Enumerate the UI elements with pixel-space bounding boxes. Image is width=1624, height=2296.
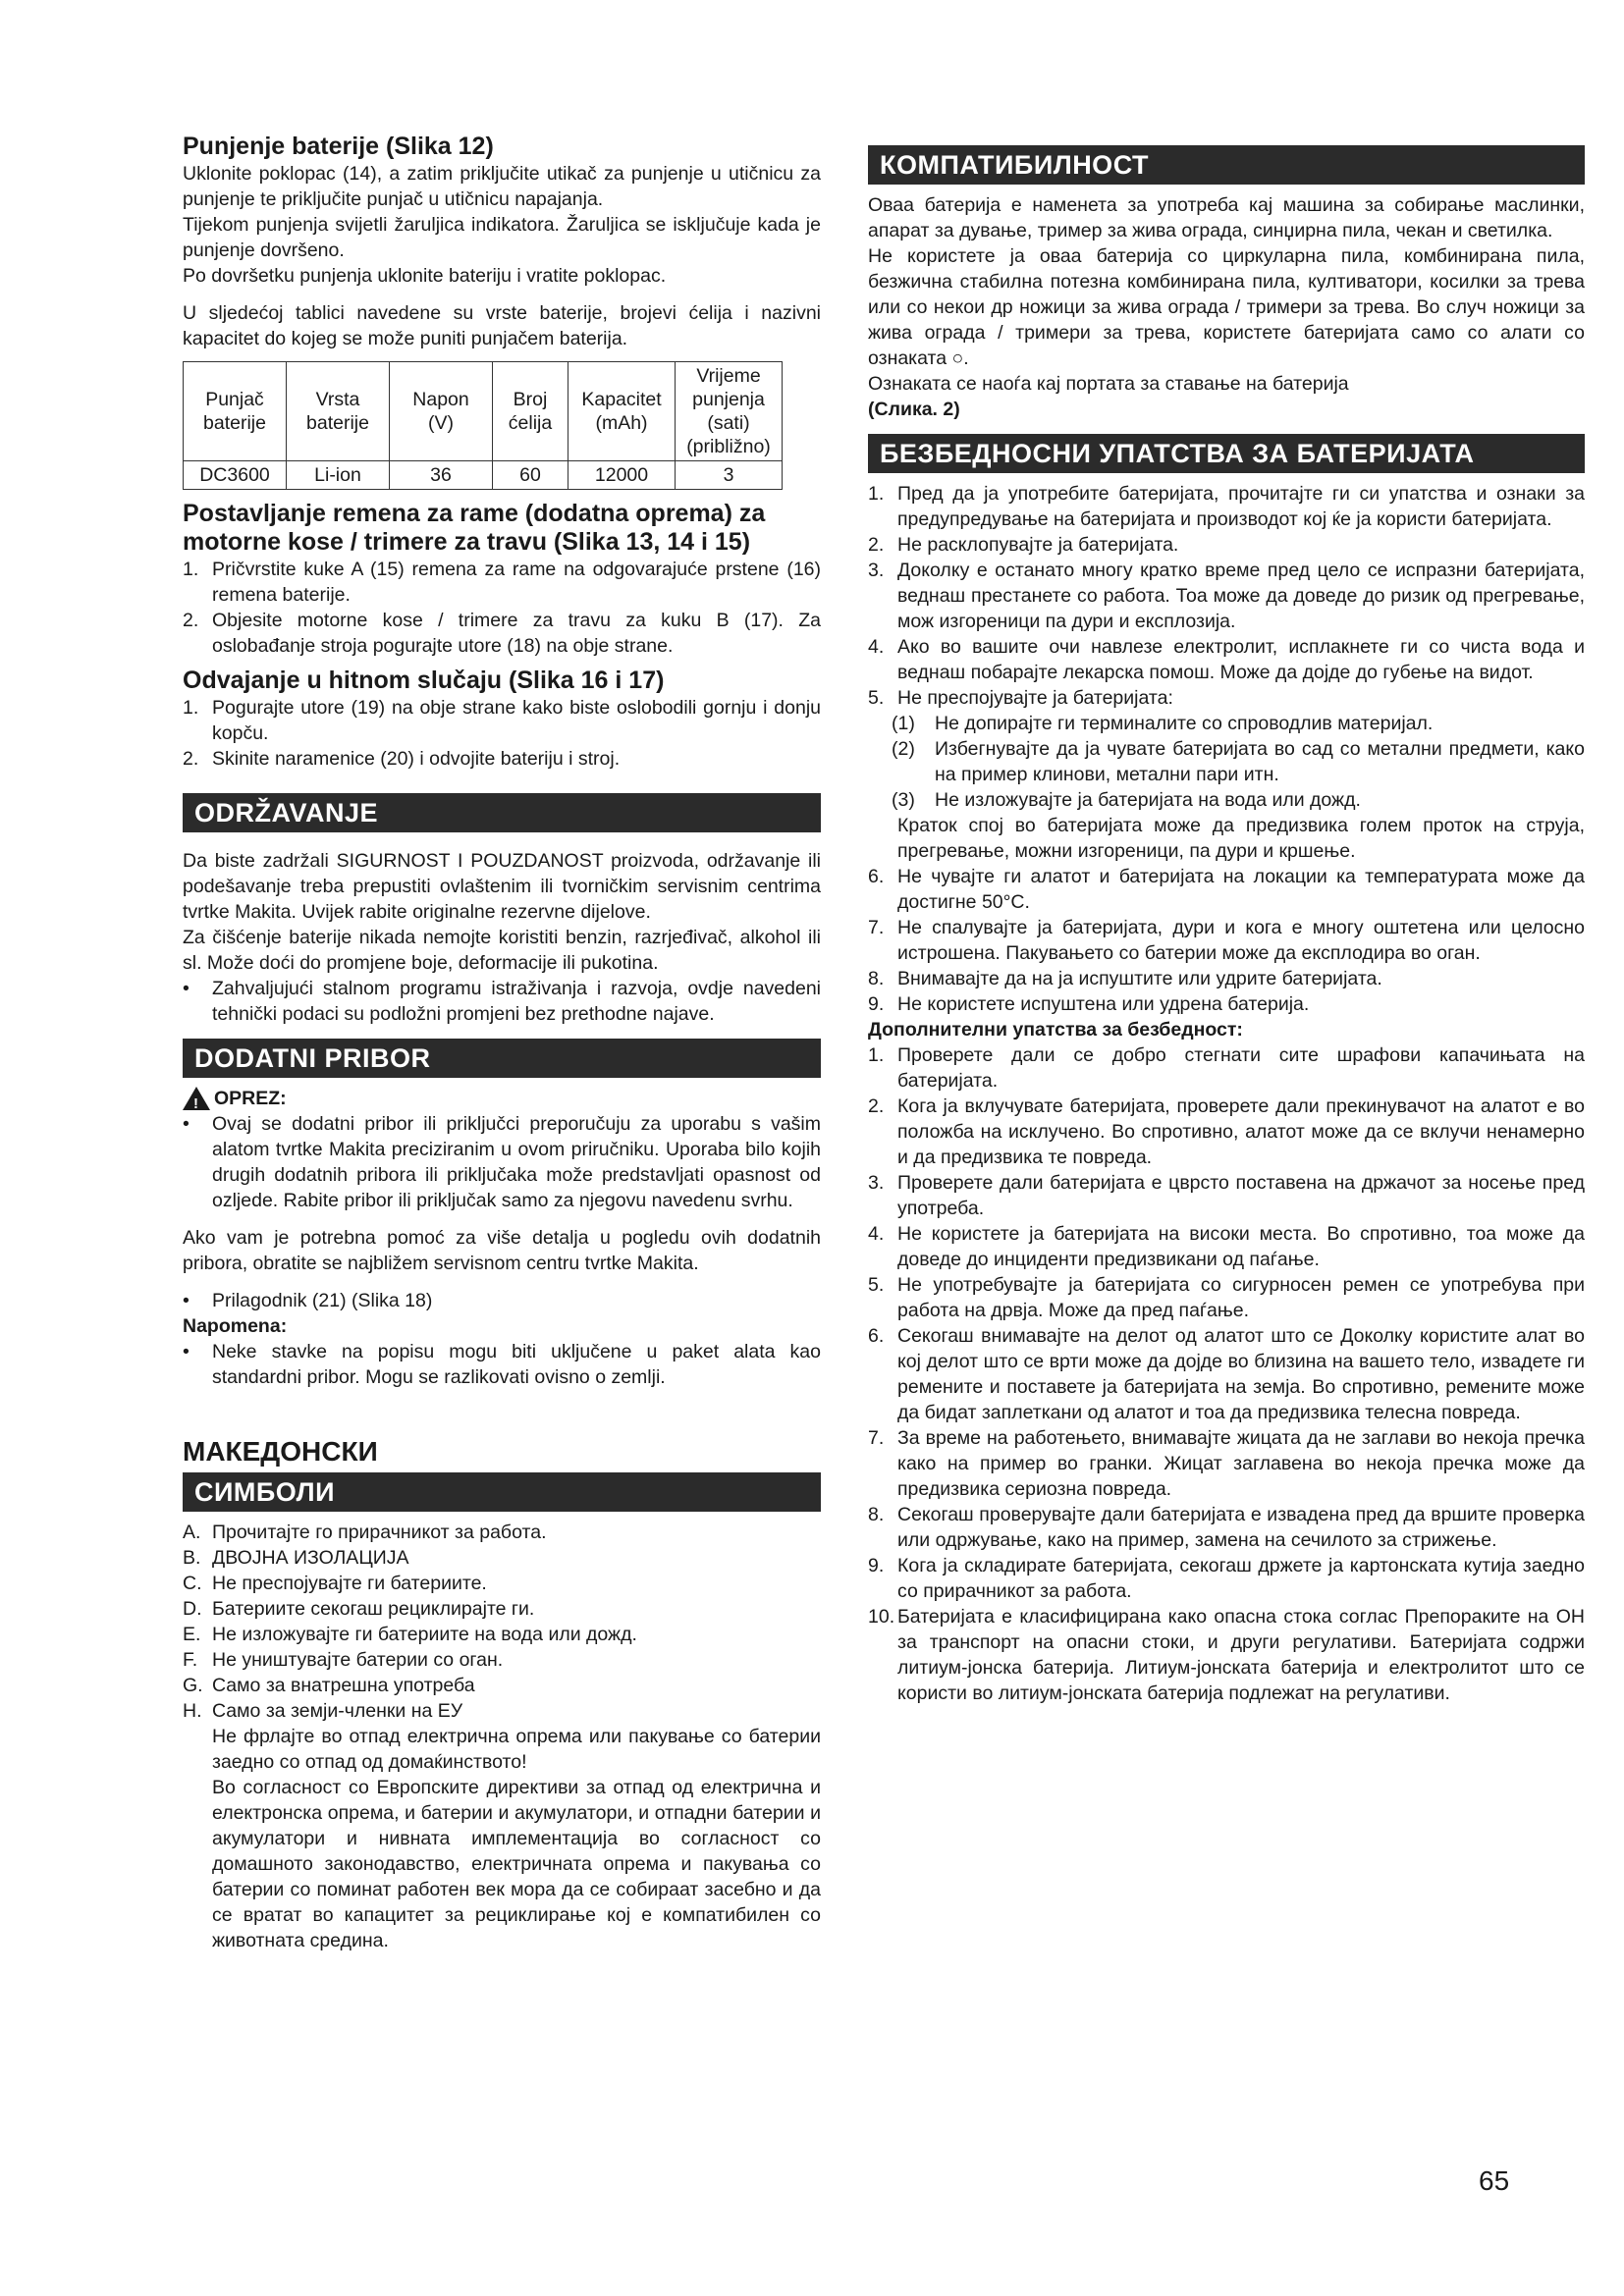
list-item bbox=[868, 1323, 1585, 1425]
item-number: 4. bbox=[868, 636, 885, 658]
table-header-cell: Punjač baterije bbox=[184, 362, 287, 461]
item-text: Ако во вашите очи навлезе електролит, исплакнете ги со чиста вода и веднаш побарајте лекарска помош. Може да дојде до губење на видот. bbox=[897, 636, 1585, 683]
list-item bbox=[868, 1425, 1585, 1502]
item-text: Не користете испуштена или удрена батерија. bbox=[897, 993, 1310, 1015]
table-header-cell: Vrijeme punjenja (sati) (približno) bbox=[676, 362, 783, 461]
bullet-item bbox=[183, 1339, 821, 1390]
list-item bbox=[868, 1170, 1585, 1221]
item-text: Не уништувајте батерии со оган. bbox=[212, 1649, 504, 1671]
item-text: Само за земји-членки на ЕУ bbox=[212, 1700, 463, 1722]
item-letter: C. bbox=[183, 1573, 202, 1594]
sub-item bbox=[868, 787, 1585, 813]
item-text: Не чувајте ги алатот и батеријата на локации ка температурата може да достигне 50°C. bbox=[897, 866, 1585, 913]
page-number: 65 bbox=[1479, 2165, 1510, 2196]
symbol-item bbox=[183, 1698, 821, 1724]
bullet-icon: • bbox=[183, 1341, 189, 1362]
section-bar-accessories: DODATNI PRIBOR bbox=[183, 1039, 821, 1078]
item-text: Не користете ја батеријата на високи места. Во спротивно, тоа може да доведе до инциденти предизвикани од паѓање. bbox=[897, 1223, 1585, 1270]
item-text: Батеријата е класифицирана како опасна стока соглас Препораките на ОН за транспорт на опасни стоки, и други регулативи. Батеријата содржи литиум-јонска батерија. Литиум-јонската батерија и електролитот што се користи во литиум-јонската батерија подлежат на регулативи. bbox=[897, 1606, 1585, 1704]
item-number: 2. bbox=[183, 748, 199, 770]
item-number: 8. bbox=[868, 1504, 885, 1525]
paragraph: Uklonite poklopac (14), a zatim priključite utikač za punjenje u utičnicu za punjenje te priključite punjač u utičnicu napajanja. bbox=[183, 163, 821, 210]
symbol-item bbox=[183, 1673, 821, 1698]
bullet-item bbox=[183, 1288, 821, 1313]
list-item bbox=[183, 695, 821, 746]
item-text: Pričvrstite kuke A (15) remena za rame na odgovarajuće prstene (16) remena baterije. bbox=[212, 559, 821, 606]
item-text: Prilagodnik (21) (Slika 18) bbox=[212, 1290, 433, 1311]
section-title-charging: Punjenje baterije (Slika 12) bbox=[183, 133, 494, 160]
item-number: 9. bbox=[868, 1555, 885, 1576]
table-cell: 12000 bbox=[568, 461, 676, 490]
section-title-emergency: Odvajanje u hitnom slučaju (Slika 16 i 17) bbox=[183, 667, 665, 694]
item-text: Ovaj se dodatni pribor ili priključci preporučuju za uporabu s vašim alatom tvrtke Makita preciziranim u ovom priručniku. Uporaba bilo kojih drugih dodatnih pribora ili priključaka može predstavljati opasnost od ozljede. Rabite pribor ili priključak samo za njegovu navedenu svrhu. bbox=[212, 1113, 821, 1211]
item-number: 3. bbox=[868, 560, 885, 581]
spec-table bbox=[183, 361, 783, 490]
list-item bbox=[183, 746, 821, 772]
item-text: Батериите секогаш рециклирајте ги. bbox=[212, 1598, 535, 1620]
paragraph: Za čišćenje baterije nikada nemojte koristiti benzin, razrjeđivač, alkohol ili sl. Može doći do promjene boje, deformacije ili pukotina. bbox=[183, 927, 821, 974]
list-item bbox=[868, 634, 1585, 685]
item-text: Skinite naramenice (20) i odvojite bateriju i stroj. bbox=[212, 748, 621, 770]
list-item bbox=[868, 481, 1585, 532]
item-letter: B. bbox=[183, 1547, 201, 1569]
list-item bbox=[868, 532, 1585, 558]
item-text: Внимавајте да на ја испуштите или удрите батеријата. bbox=[897, 968, 1382, 989]
figure-reference: (Слика. 2) bbox=[868, 399, 960, 420]
paragraph: Tijekom punjenja svijetli žaruljica indikatora. Žaruljica se isključuje kada je punjenje dovršeno. bbox=[183, 214, 821, 261]
note-label: Napomena: bbox=[183, 1315, 288, 1337]
list-item bbox=[868, 991, 1585, 1017]
symbol-item bbox=[183, 1571, 821, 1596]
paragraph: Краток спој во батеријата може да предизвика голем проток на струја, прегревање, можни изгореници, па дури и кршење. bbox=[897, 815, 1585, 862]
item-number: 7. bbox=[868, 917, 885, 938]
item-text: Кога ја складирате батеријата, секогаш држете ја картонската кутија заедно со прирачникот за работа. bbox=[897, 1555, 1585, 1602]
item-letter: A. bbox=[183, 1522, 201, 1543]
symbol-item bbox=[183, 1647, 821, 1673]
paragraph: U sljedećoj tablici navedene su vrste baterije, brojevi ćelija i nazivni kapacitet do kojeg se može puniti punjačem baterija. bbox=[183, 302, 821, 349]
item-number: (2) bbox=[892, 738, 915, 760]
item-text: Избегнувајте да ја чувате батеријата во сад со метални предмети, како на пример клинови, метални пари итн. bbox=[935, 738, 1585, 785]
paragraph: Оваа батерија е наменета за употреба кај машина за собирање маслинки, апарат за дување, тример за жива ограда, синџирна пила, чекан и светилка. bbox=[868, 194, 1585, 241]
item-text: Доколку е останато многу кратко време пред цело се испразни батеријата, веднаш престанете со работа. Тоа може да доведе до ризик од прегревање, мож изгореници па дури и експлозија. bbox=[897, 560, 1585, 632]
item-letter: E. bbox=[183, 1624, 201, 1645]
item-number: 9. bbox=[868, 993, 885, 1015]
table-cell: Li-ion bbox=[287, 461, 390, 490]
item-number: 2. bbox=[868, 534, 885, 556]
item-number: 8. bbox=[868, 968, 885, 989]
list-item bbox=[868, 1042, 1585, 1094]
item-text: Секогаш проверувајте дали батеријата е извадена пред да вршите проверка или одржување, како на пример, замена на сечилото за стрижење. bbox=[897, 1504, 1585, 1551]
item-number: (1) bbox=[892, 713, 915, 734]
item-number: 1. bbox=[183, 559, 199, 580]
bullet-icon: • bbox=[183, 1113, 189, 1135]
item-number: 6. bbox=[868, 866, 885, 887]
item-number: (3) bbox=[892, 789, 915, 811]
item-letter: H. bbox=[183, 1700, 202, 1722]
item-text: Не допирајте ги терминалите со спроводлив материјал. bbox=[935, 713, 1434, 734]
caution-heading bbox=[183, 1086, 821, 1111]
item-letter: G. bbox=[183, 1675, 203, 1696]
sub-item bbox=[868, 711, 1585, 736]
table-header-row bbox=[184, 362, 783, 461]
right-column bbox=[868, 145, 1585, 1706]
paragraph: Не користете ја оваа батерија со циркуларна пила, комбинирана пила, безжична стабилна потезна комбинирана пила, култиватори, косилки за трева или со некои др ножици за жива ограда / тримери за трева. Во случ ножици за жива ограда / тримери за трева, користете батеријата само со алати со ознаката ○. bbox=[868, 245, 1585, 369]
paragraph: Ako vam je potrebna pomoć za više detalja u pogledu ovih dodatnih pribora, obratite se najbližem servisnom centru tvrtke Makita. bbox=[183, 1227, 821, 1274]
item-text: Objesite motorne kose / trimere za travu za kuku B (17). Za oslobađanje stroja pogurajte utore (18) na obje strane. bbox=[212, 610, 821, 657]
item-text: Не изложувајте ги батериите на вода или дожд. bbox=[212, 1624, 637, 1645]
bullet-icon: • bbox=[183, 1290, 189, 1311]
warning-triangle-icon bbox=[183, 1087, 210, 1110]
table-header-cell: Vrsta baterije bbox=[287, 362, 390, 461]
item-number: 5. bbox=[868, 687, 885, 709]
item-text: Само за внатрешна употреба bbox=[212, 1675, 475, 1696]
item-number: 2. bbox=[868, 1095, 885, 1117]
item-text: Прочитајте го прирачникот за работа. bbox=[212, 1522, 547, 1543]
table-header-cell: Kapacitet (mAh) bbox=[568, 362, 676, 461]
paragraph: Ознаката се наоѓа кај портата за ставање на батерија bbox=[868, 373, 1349, 395]
item-text: Не изложувајте ја батеријата на вода или дожд. bbox=[935, 789, 1361, 811]
symbol-item bbox=[183, 1545, 821, 1571]
item-number: 1. bbox=[868, 483, 885, 505]
bullet-icon: • bbox=[183, 978, 189, 999]
paragraph: Po dovršetku punjenja uklonite bateriju i vratite poklopac. bbox=[183, 265, 667, 287]
item-number: 7. bbox=[868, 1427, 885, 1449]
table-header-cell: Napon (V) bbox=[390, 362, 493, 461]
item-text: Pogurajte utore (19) na obje strane kako biste oslobodili gornju i donju kopču. bbox=[212, 697, 821, 744]
item-text: Neke stavke na popisu mogu biti uključene u paket alata kao standardni pribor. Mogu se razlikovati ovisno o zemlji. bbox=[212, 1341, 821, 1388]
paragraph: Da biste zadržali SIGURNOST I POUZDANOST proizvoda, održavanje ili podešavanje treba prepustiti ovlaštenim ili tvorničkim servisnim centrima tvrtke Makita. Uvijek rabite originalne rezervne dijelove. bbox=[183, 850, 821, 923]
item-text: Не преспојувајте ја батеријата: bbox=[897, 687, 1173, 709]
language-heading: МАКЕДОНСКИ bbox=[183, 1436, 378, 1467]
item-text: Кога ја вклучувате батеријата, проверете дали прекинувачот на алатот е во положба на исклучено. Во спротивно, алатот може да се вклучи ненамерно и да предизвика те повреда. bbox=[897, 1095, 1585, 1168]
list-item bbox=[868, 966, 1585, 991]
item-number: 3. bbox=[868, 1172, 885, 1194]
table-cell: DC3600 bbox=[184, 461, 287, 490]
list-item bbox=[868, 1502, 1585, 1553]
bullet-item bbox=[183, 1111, 821, 1213]
item-text: Не употребувајте ја батеријата со сигурносен ремен се употребува при работа на дрвја. Може да пред паѓање. bbox=[897, 1274, 1585, 1321]
symbol-item bbox=[183, 1596, 821, 1622]
item-text: Не расклопувајте ја батеријата. bbox=[897, 534, 1179, 556]
symbol-item bbox=[183, 1520, 821, 1545]
list-item bbox=[868, 1553, 1585, 1604]
section-title-shoulder-strap: Postavljanje remena za rame (dodatna oprema) za motorne kose / trimere za travu (Slika 13, 14 i 15) bbox=[183, 500, 766, 556]
list-item bbox=[868, 915, 1585, 966]
caution-label: OPREZ: bbox=[214, 1088, 287, 1109]
item-number: 1. bbox=[183, 697, 199, 719]
item-text: За време на работењето, внимавајте жицата да не заглави во некоја пречка како на пример во гранки. Жицат заглавена во некоја пречка може да предизвика сериозна повреда. bbox=[897, 1427, 1585, 1500]
symbol-item bbox=[183, 1622, 821, 1647]
table-cell: 60 bbox=[493, 461, 568, 490]
item-number: 6. bbox=[868, 1325, 885, 1347]
list-item bbox=[868, 864, 1585, 915]
paragraph: Во согласност со Европските директиви за отпад од електрична и електронска опрема, и батерии и акумулатори, и отпадни батерии и акумулатори и нивната имплементација во согласност со домашното законодавство, електричната опрема и пакувања со батерии со поминат работен век мора да се собираат засебно и да се вратат во капацитет за рециклирање кој е компатибилен со животната средина. bbox=[212, 1777, 821, 1951]
list-item bbox=[868, 1272, 1585, 1323]
item-text: Секогаш внимавајте на делот од алатот што се Доколку користите алат во кој делот што се врти може да дојде во близина на вашето тело, извадете ги ремените и поставете ја батеријата на земја. Во спротивно, ремените може да бидат заплеткани од алатот и тоа да предизвика телесна повреда. bbox=[897, 1325, 1585, 1423]
section-bar-maintenance: ODRŽAVANJE bbox=[183, 793, 821, 832]
item-text: ДВОЈНА ИЗОЛАЦИЈА bbox=[212, 1547, 409, 1569]
list-item bbox=[183, 557, 821, 608]
list-item bbox=[868, 558, 1585, 634]
section-bar-symbols: СИМБОЛИ bbox=[183, 1472, 821, 1512]
section-bar-compatibility: КОМПАТИБИЛНОСТ bbox=[868, 145, 1585, 185]
item-number: 4. bbox=[868, 1223, 885, 1245]
item-text: Не спалувајте ја батеријата, дури и кога е многу оштетена или целосно истрошена. Пакувањето со батерии може да експлодира во оган. bbox=[897, 917, 1585, 964]
table-cell: 36 bbox=[390, 461, 493, 490]
list-item bbox=[868, 1221, 1585, 1272]
list-item bbox=[183, 608, 821, 659]
left-column bbox=[183, 133, 821, 1953]
paragraph: Не фрлајте во отпад електрична опрема или пакување со батерии заедно со отпад од домаќинството! bbox=[212, 1726, 821, 1773]
item-letter: F. bbox=[183, 1649, 198, 1671]
item-number: 10. bbox=[868, 1606, 895, 1628]
item-text: Проверете дали се добро стегнати сите шрафови капачињата на батеријата. bbox=[897, 1044, 1585, 1092]
item-text: Zahvaljujući stalnom programu istraživanja i razvoja, ovdje navedeni tehnički podaci su podložni promjeni bez prethodne najave. bbox=[212, 978, 821, 1025]
list-item bbox=[868, 1094, 1585, 1170]
item-letter: D. bbox=[183, 1598, 202, 1620]
item-number: 5. bbox=[868, 1274, 885, 1296]
table-cell: 3 bbox=[676, 461, 783, 490]
item-number: 1. bbox=[868, 1044, 885, 1066]
table-row bbox=[184, 461, 783, 490]
section-bar-safety: БЕЗБЕДНОСНИ УПАТСТВА ЗА БАТЕРИЈАТА bbox=[868, 434, 1585, 473]
item-text: Проверете дали батеријата е цврсто поставена на држачот за носење пред употреба. bbox=[897, 1172, 1585, 1219]
additional-safety-title: Дополнителни упатства за безбедност: bbox=[868, 1019, 1243, 1041]
list-item bbox=[868, 685, 1585, 711]
sub-item bbox=[868, 736, 1585, 787]
bullet-item bbox=[183, 976, 821, 1027]
item-text: Пред да ја употребите батеријата, прочитајте ги си упатства и ознаки за предупредување на батеријата и производот кој ќе ја користи батеријата. bbox=[897, 483, 1585, 530]
list-item bbox=[868, 1604, 1585, 1706]
item-number: 2. bbox=[183, 610, 199, 631]
table-header-cell: Broj ćelija bbox=[493, 362, 568, 461]
item-text: Не преспојувајте ги батериите. bbox=[212, 1573, 487, 1594]
